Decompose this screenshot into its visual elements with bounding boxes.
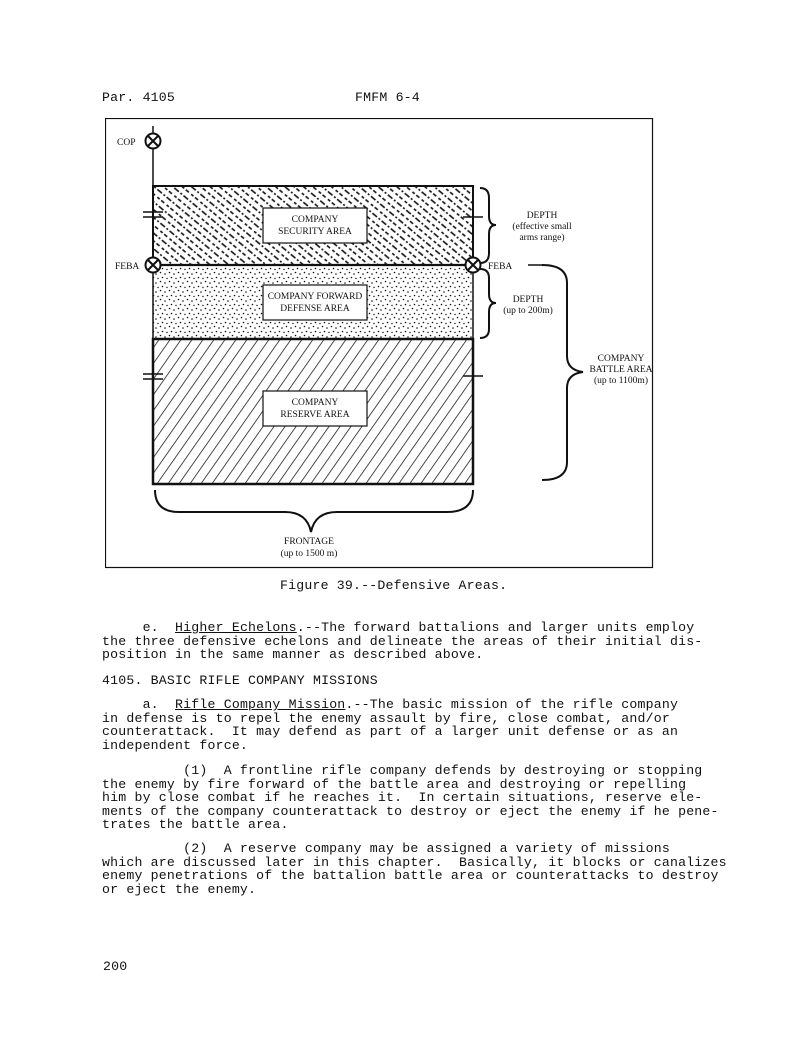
forward-area-label-2: DEFENSE AREA bbox=[280, 304, 350, 314]
para-1-line: him by close combat if he reaches it. In certain situations, reserve ele- bbox=[102, 790, 703, 806]
frontage-label-1: FRONTAGE bbox=[284, 537, 334, 547]
depth-2-label-1: DEPTH bbox=[512, 295, 544, 305]
defensive-areas-figure bbox=[105, 118, 654, 570]
paragraph-2 bbox=[102, 841, 727, 897]
reserve-area-label-2: RESERVE AREA bbox=[280, 410, 350, 420]
feba-symbol-right bbox=[466, 258, 481, 273]
security-area-label-1: COMPANY bbox=[291, 215, 339, 225]
para-a-line: in defense is to repel the enemy assault by fire, close combat, and/or bbox=[102, 710, 670, 726]
para-1-line: the enemy by fire forward of the battle area and destroying or repelling bbox=[102, 776, 687, 792]
paragraph-a bbox=[102, 698, 702, 752]
para-a-title: Rifle Company Mission bbox=[175, 697, 346, 712]
feba-right-label: FEBA bbox=[488, 262, 513, 272]
reserve-area-label-1: COMPANY bbox=[291, 398, 339, 408]
depth-brace-1 bbox=[480, 188, 496, 263]
battle-area-label-1: COMPANY bbox=[597, 354, 645, 364]
figure-caption: Figure 39.--Defensive Areas. bbox=[280, 578, 508, 593]
depth-2-label-2: (up to 200m) bbox=[503, 306, 553, 316]
paragraph-1 bbox=[102, 763, 719, 833]
para-1-line: (1) A frontline rifle company defends by destroying or stopping bbox=[102, 763, 703, 778]
header-manual-id: FMFM 6-4 bbox=[355, 90, 420, 105]
para-1-line: ments of the company counterattack to destroy or eject the enemy if he pene- bbox=[102, 803, 719, 819]
para-a-rest: .--The basic mission of the rifle company bbox=[345, 697, 679, 712]
para-e-line: the three defensive echelons and delineate the areas of their initial dis- bbox=[102, 633, 703, 649]
para-2-line: enemy penetrations of the battalion battle area or counterattacks to destroy bbox=[102, 868, 719, 884]
para-2-line: or eject the enemy. bbox=[102, 881, 257, 897]
depth-brace-2 bbox=[480, 269, 496, 338]
feba-left-label: FEBA bbox=[115, 262, 140, 272]
para-1-line: trates the battle area. bbox=[102, 817, 289, 833]
para-2-line: (2) A reserve company may be assigned a variety of missions bbox=[102, 841, 670, 856]
feba-symbol-left bbox=[146, 258, 161, 273]
para-2-line: which are discussed later in this chapter. Basically, it blocks or canalizes bbox=[102, 854, 727, 870]
para-a-line: counterattack. It may defend as part of a larger unit defense or as an bbox=[102, 724, 679, 740]
para-e-lead: e. bbox=[102, 620, 176, 635]
depth-1-label-1: DEPTH bbox=[526, 211, 558, 221]
section-heading: 4105. BASIC RIFLE COMPANY MISSIONS bbox=[102, 673, 378, 688]
para-e-rest: .--The forward battalions and larger units employ bbox=[296, 620, 695, 635]
paragraph-e bbox=[102, 621, 702, 662]
depth-1-label-3: arms range) bbox=[519, 233, 565, 243]
frontage-label-2: (up to 1500 m) bbox=[280, 549, 338, 559]
header-paragraph-ref: Par. 4105 bbox=[102, 90, 176, 105]
cop-label: COP bbox=[117, 138, 136, 148]
cop-symbol bbox=[146, 134, 161, 149]
battle-area-label-2: BATTLE AREA bbox=[589, 365, 653, 375]
para-e-line: position in the same manner as described above. bbox=[102, 647, 484, 663]
forward-area-label-1: COMPANY FORWARD bbox=[267, 292, 363, 302]
depth-1-label-2: (effective small bbox=[512, 222, 572, 232]
frontage-brace bbox=[155, 490, 473, 532]
para-a-lead: a. bbox=[102, 697, 176, 712]
battle-area-brace bbox=[542, 265, 583, 480]
page-number: 200 bbox=[103, 959, 128, 974]
para-e-title: Higher Echelons bbox=[175, 620, 297, 635]
para-a-line: independent force. bbox=[102, 737, 249, 753]
battle-area-label-3: (up to 1100m) bbox=[593, 376, 649, 386]
security-area-label-2: SECURITY AREA bbox=[278, 227, 352, 237]
